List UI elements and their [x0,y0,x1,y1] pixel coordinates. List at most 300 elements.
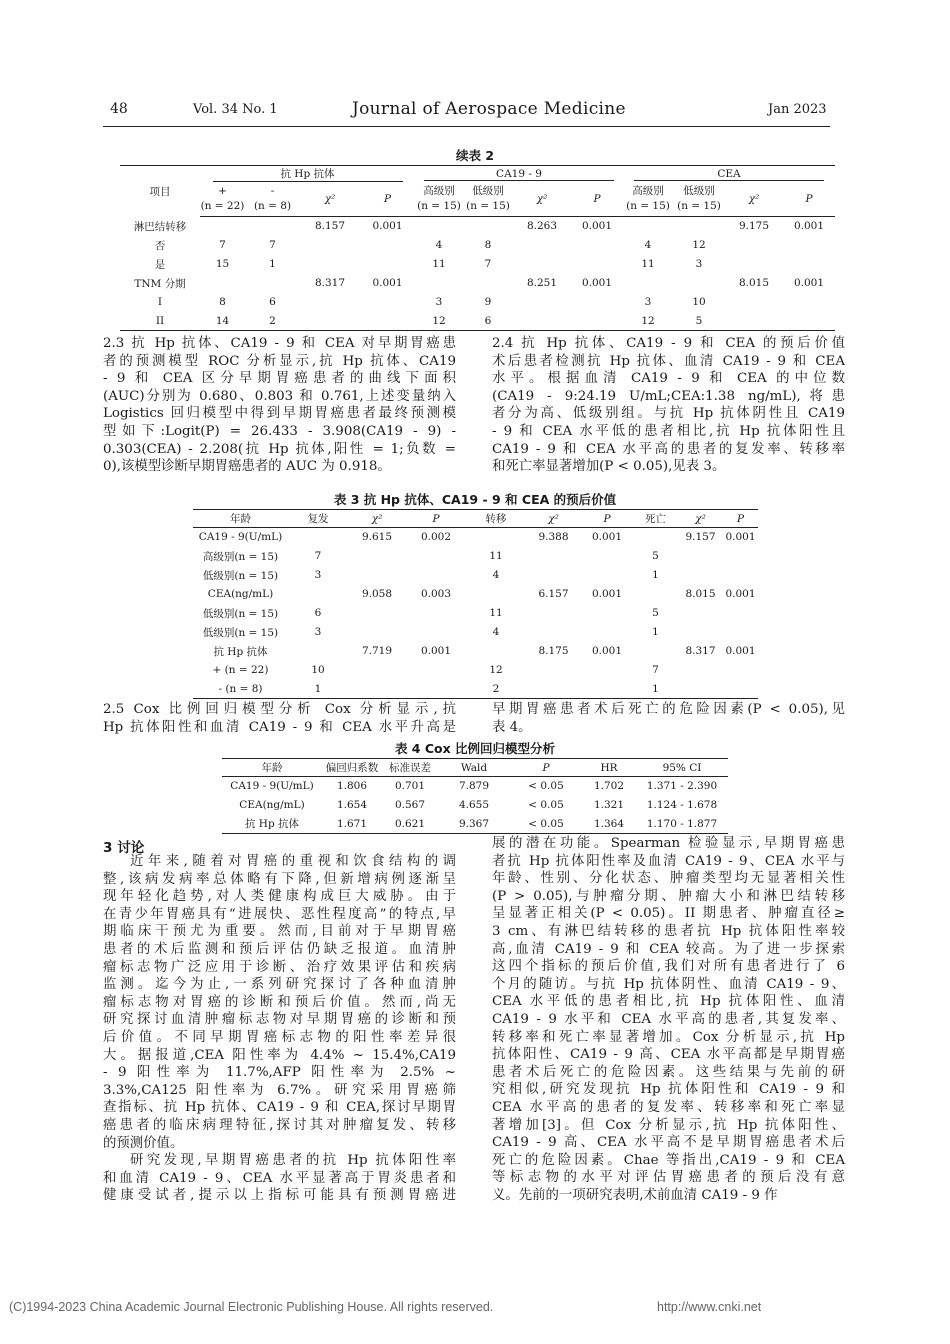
table-cell: 3 [644,296,652,308]
text-line: 在青少年胃癌具有“进展快、恶性程度高”的特点,早 [103,906,456,922]
table-cell [526,547,581,566]
table-cell: 1.321 [593,799,625,811]
row-label: 高级别(n = 15) [202,550,279,563]
table-cell [678,566,723,585]
table-cell: 15 [215,258,230,270]
table2-row [120,217,835,236]
hp-positive-label: + [218,185,227,198]
table-cell [633,585,678,604]
table-cell [348,604,406,623]
table-cell [623,274,673,293]
table-cell: 1 [633,680,678,699]
journal-title: Journal of Aerospace Medicine [352,99,626,119]
table-cell [300,312,360,331]
table-cell: 4 [644,239,652,251]
text-line: 高,血清 CA19 - 9 和 CEA 较高。为了进一步探索 [492,941,845,957]
table-cell: 11 [432,258,446,270]
column-header: χ² [526,510,581,528]
row-label: CEA(ng/mL) [207,588,274,600]
ca-low-label: 低级别 [472,185,504,198]
table-cell: 0.001 [793,277,825,289]
cea-low-label: 低级别 [683,185,715,198]
table2-item-header: 项目 [120,166,200,217]
table-cell [415,274,463,293]
table-cell: 0.001 [793,220,825,233]
row-label: II [120,312,200,331]
ca-high-n: (n = 15) [417,200,461,213]
table-cell [348,623,406,642]
table-cell: 8.157 [314,220,346,233]
text-line: 展的潜在功能。Spearman 检验显示,早期胃癌患 [492,836,845,851]
table-cell: 4.655 [458,799,490,811]
text-line: 年龄、性别、分化状态、肿瘤类型均无显著相关性 [492,871,845,887]
table-cell: 1 [269,258,276,270]
table3-row [193,623,758,642]
table-cell: 8.317 [314,277,346,289]
table-cell [406,680,466,699]
copyright-footer: (C)1994-2023 China Academic Journal Electronic Publishing House. All rights reserved. [9,1300,494,1314]
table3-row [193,680,758,699]
text-line: CA19 - 9 水平和 CEA 水平高的患者,其复发率、 [492,1011,845,1027]
table-cell: 2 [466,680,526,699]
table-cell [723,604,758,623]
table-cell: 1 [652,626,659,638]
table-cell: 9.058 [361,588,393,600]
column-header: 标准误差 [382,759,438,777]
discussion-heading: 3 讨论 [103,840,145,856]
text-line: 整,该病发病率总体略有下降,但新增病例逐渐呈 [103,871,456,887]
page-number: 48 [110,101,128,117]
table-cell: 11 [489,550,503,562]
table-cell [526,604,581,623]
text-line: 和死亡率显著增加(P < 0.05),见表 3。 [492,459,726,475]
table-cell: 0.001 [581,277,613,289]
table2-group-row [120,166,835,183]
table-cell [571,293,623,312]
text-line: 究相似,研究发现抗 Hp 抗体阳性和 CA19 - 9 和 [492,1082,845,1098]
text-line: (CA19 - 9:24.19 U/mL;CEA:1.38 ng/mL),将患 [492,388,845,404]
table-cell: 0.001 [372,220,403,233]
row-label: CA19 - 9(U/mL) [198,531,283,544]
table-cell [783,236,835,255]
table-cell [360,236,415,255]
table-cell: 8.251 [526,277,558,289]
table-cell: 6 [269,296,276,308]
text-line: 查指标、抗 Hp 抗体、CA19 - 9 和 CEA,探讨早期胃 [103,1100,456,1116]
section-2-3 [103,335,456,476]
text-line: 监测。迄今为止,一系列研究探讨了各种血清肿 [103,977,456,993]
table-cell: 5 [652,550,659,562]
table-cell: 4 [492,569,500,581]
footer-url[interactable]: http://www.cnki.net [657,1300,762,1314]
table2-row [120,312,835,331]
column-header: 年龄 [193,510,288,528]
column-header: Wald [438,759,510,777]
chi-header: χ² [300,183,360,217]
table-cell [673,217,725,236]
text-line: 研究发现,早期胃癌患者的抗 Hp 抗体阳性率 [130,1153,456,1169]
table-cell: 1 [288,680,348,699]
column-header: 年龄 [222,759,322,777]
table3-row [193,528,758,547]
table-cell: 2 [245,312,300,331]
chi-header: χ² [513,183,571,217]
table-cell: 0.001 [581,220,613,233]
table-cell [678,604,723,623]
table2-row [120,293,835,312]
header-rule [103,126,830,127]
table-cell [300,236,360,255]
row-label: 低级别(n = 15) [202,569,279,582]
column-header: P [406,510,466,528]
table2-group-hp: 抗 Hp 抗体 [213,166,403,182]
table-cell [581,566,633,585]
table-cell: 0.001 [725,531,756,544]
table-cell [466,585,526,604]
table3-row [193,566,758,585]
table-cell [581,661,633,680]
text-line: CEA 水平低的患者相比,抗 Hp 抗体阳性、血清 [492,994,845,1010]
text-line: 瘤标志物广泛应用于诊断、治疗效果评估和疾病 [103,959,456,975]
row-label: CA19 - 9(U/mL) [230,780,314,793]
table-cell: 3 [695,258,703,270]
text-line: 3 cm、有淋巴结转移的患者抗 Hp 抗体阳性率较 [492,923,845,939]
text-line: - 9 和 CEA 水平低的患者相比,抗 Hp 抗体阳性且 [492,423,845,439]
cea-high-label: 高级别 [632,185,664,198]
cea-low-n: (n = 15) [677,200,721,213]
table-cell [360,293,415,312]
table-cell: 6.157 [538,588,569,600]
table-cell: 14 [200,312,245,331]
hp-positive-n: (n = 22) [200,200,245,213]
table-cell [581,623,633,642]
table-cell [406,566,466,585]
text-line: (P > 0.05),与肿瘤分期、肿瘤大小和淋巴结转移 [492,888,845,904]
table-cell: 8.263 [526,220,558,233]
table-cell [581,604,633,623]
text-line: 大。据报道,CEA 阳性率为 4.4% ~ 15.4%,CA19 [103,1047,456,1063]
column-header: χ² [678,510,723,528]
table-cell: 1.371 - 2.390 [646,780,718,793]
text-line: Logistics 回归模型中得到早期胃癌患者最终预测模 [103,406,456,422]
table2-row [120,236,835,255]
text-line: 术后患者检测抗 Hp 抗体、血清 CA19 - 9 和 CEA [492,353,845,369]
table2-caption: 续表 2 [455,148,495,163]
table-cell: 6 [314,607,322,619]
row-label: 否 [154,239,166,252]
row-label: - (n = 8) [193,680,288,699]
row-label: 是 [154,258,166,271]
row-label: TNM 分期 [134,277,186,290]
text-line: 死亡的危险因素。Chae 等指出,CA19 - 9 和 CEA [492,1152,845,1168]
table-cell: 8.317 [685,645,716,657]
table-cell: 4 [435,239,443,251]
table-cell [526,661,581,680]
table-cell [581,547,633,566]
table-cell: 1.654 [336,799,368,811]
table-cell [678,547,723,566]
header-row [193,510,758,528]
table-cell [678,623,723,642]
table-cell [633,528,678,547]
table-cell [673,274,725,293]
volume-issue: Vol. 34 No. 1 [193,102,278,117]
table-cell: 8.175 [538,645,569,657]
table-cell [581,680,633,699]
text-line: 癌患者的临床病理特征,探讨其对肿瘤复发、转移 [103,1117,456,1133]
text-line: 的预测价值。 [103,1135,184,1151]
text-line: 早期胃癌患者术后死亡的危险因素(P < 0.05),见 [492,702,845,717]
column-header: P [510,759,582,777]
table-cell: < 0.05 [510,815,582,834]
text-line: 义。先前的一项研究表明,术前血清 CA19 - 9 作 [492,1187,778,1203]
table-cell [463,274,513,293]
table-cell: 0.621 [382,815,438,834]
text-line: 近年来,随着对胃癌的重视和饮食结构的调 [130,854,456,869]
table4-row [222,796,728,815]
table-cell: 0.001 [591,645,623,657]
table-cell: 9.615 [361,531,393,544]
table3-row [193,585,758,604]
table3-row [193,661,758,680]
table-cell: 9.367 [438,815,510,834]
table-cell: 1 [652,569,659,581]
column-header: P [581,510,633,528]
column-header: 偏回归系数 [322,759,382,777]
table-cell: 3 [314,569,322,581]
table-cell: 1.170 - 1.877 [636,815,728,834]
table-cell: 3 [435,296,443,308]
table-cell: 1.124 - 1.678 [646,799,718,811]
column-header: χ² [348,510,406,528]
table4-caption: 表 4 Cox 比例回归模型分析 [394,741,556,756]
table-cell: 0.567 [394,799,426,811]
table2-group-cea: CEA [634,168,824,181]
text-line: 转移率和死亡率显著增加。Cox 分析显示,抗 Hp [492,1029,845,1045]
table-cell [200,217,245,236]
text-line: 呈显著正相关(P < 0.05)。II 期患者、肿瘤直径≥ [492,906,845,922]
table-cell: 7.879 [458,780,490,793]
text-line: 现年轻化趋势,对人类健康构成巨大威胁。由于 [103,889,456,905]
table-cell [723,566,758,585]
table-cell: 12 [415,312,463,331]
text-line: 著增加[3]。但 Cox 分析显示,抗 Hp 抗体阳性、 [492,1117,845,1133]
table-cell [245,217,300,236]
table-cell [725,312,783,331]
issue-date: Jan 2023 [768,102,827,117]
table-cell [513,236,571,255]
table-cell [513,293,571,312]
table-cell [406,623,466,642]
table4-row [222,815,728,834]
table-cell [513,255,571,274]
table-cell: 0.001 [725,645,756,657]
text-line: 患者的术后监测和预后评估仍缺乏报道。血清肿 [103,941,456,957]
table-cell [623,217,673,236]
table-cell [571,255,623,274]
table3 [193,509,758,699]
column-header: HR [582,759,636,777]
text-line: 型如下:Logit(P) = 26.433 - 3.908(CA19 - 9) - [103,423,456,439]
text-line: CA19 - 9 高、CEA 水平高不是早期胃癌患者术后 [492,1135,845,1151]
table-cell [300,255,360,274]
text-line: (AUC)分别为 0.680、0.803 和 0.761,上述变量纳入 [103,388,456,404]
text-line: 抗体阳性、CA19 - 9 高、CEA 水平高都是早期胃癌 [492,1047,845,1063]
text-line: 期临床干预尤为重要。然而,目前对于早期胃癌 [103,924,456,940]
row-label: 抗 Hp 抗体 [222,815,322,834]
table-cell [678,680,723,699]
p-header: P [571,183,623,217]
text-line: Hp 抗体阳性和血清 CA19 - 9 和 CEA 水平升高是 [103,719,456,735]
table2-row [120,274,835,293]
row-label: I [157,296,163,308]
text-line: 者的预测模型 ROC 分析显示,抗 Hp 抗体、CA19 [103,353,456,369]
table-cell: 7 [652,664,659,676]
table-cell: 9.388 [538,531,569,544]
header-row [222,759,728,777]
column-header: 复发 [288,510,348,528]
table-cell [463,217,513,236]
table-cell: 7.719 [361,645,393,657]
text-line: 研究探讨血清肿瘤标志物对早期胃癌的诊断和预 [103,1012,456,1028]
table-cell: 5 [673,312,725,331]
table-cell [571,312,623,331]
table-cell: 1.671 [322,815,382,834]
p-header: P [360,183,415,217]
ca-low-n: (n = 15) [466,200,510,213]
table-cell [360,255,415,274]
column-header: 95% CI [636,759,728,777]
table-cell: 7 [269,239,276,251]
table-cell [678,661,723,680]
table-cell: 10 [311,664,325,676]
chi-header: χ² [725,183,783,217]
section-2-5-right [492,701,845,736]
table-cell [526,566,581,585]
table-cell [360,312,415,331]
table-cell [466,528,526,547]
table-cell [466,642,526,661]
table-cell: 5 [652,607,659,619]
table-cell: 0.001 [420,645,452,657]
text-line: 这四个指标的预后价值,我们对所有患者进行了 6 [492,959,845,975]
p-header: P [783,183,835,217]
table-cell: 7 [484,258,492,270]
text-line: 后价值。不同早期胃癌标志物的阳性率差异很 [103,1029,456,1045]
row-label: 低级别(n = 15) [202,607,279,620]
text-line: 2.3 抗 Hp 抗体、CA19 - 9 和 CEA 对早期胃癌患 [103,336,456,351]
table-cell [348,547,406,566]
table-cell [723,623,758,642]
table-cell: 9.175 [738,220,770,233]
table-cell [783,312,835,331]
section-2-4 [492,335,845,476]
table-cell: < 0.05 [528,799,564,811]
table-cell: 9 [484,296,492,308]
text-line: 表 4。 [492,719,532,735]
text-line: CA19 - 9 和 CEA 水平高的患者的复发率、转移率 [492,441,845,457]
table3-row [193,642,758,661]
table-cell [633,642,678,661]
table-cell [723,661,758,680]
text-line: 瘤标志物对胃癌的诊断和预后价值。然而,尚无 [103,994,456,1010]
table-cell: 8 [219,296,226,308]
table-cell: 11 [489,607,503,619]
table-cell [526,680,581,699]
table-cell [783,255,835,274]
table3-row [193,547,758,566]
text-line: 2.4 抗 Hp 抗体、CA19 - 9 和 CEA 的预后价值 [492,336,845,351]
table3-row [193,604,758,623]
table-cell [783,293,835,312]
row-label: 抗 Hp 抗体 [213,645,268,658]
table-cell: 0.003 [420,588,452,600]
table-cell [571,236,623,255]
table-cell [415,217,463,236]
table-cell: 1.806 [336,780,368,793]
text-line: 2.5 Cox 比例回归模型分析 Cox 分析显示,抗 [103,702,456,717]
row-label: + (n = 22) [212,664,269,676]
table2-row [120,255,835,274]
table-cell [348,680,406,699]
row-label: 低级别(n = 15) [202,626,279,639]
text-line: 和血清 CA19 - 9、CEA 水平显著高于胃炎患者和 [103,1170,456,1186]
text-line: 0.303(CEA) - 2.208(抗 Hp 抗体,阳性 = 1;负数 = [103,441,456,457]
cea-high-n: (n = 15) [626,200,670,213]
text-line: 者抗 Hp 抗体阳性率及血清 CA19 - 9、CEA 水平与 [492,853,845,869]
table-cell [200,274,245,293]
table-cell: 9.157 [685,531,716,544]
text-line: 者分为高、低级别组。与抗 Hp 抗体阴性且 CA19 [492,406,845,422]
text-line: - 9 阳性率为 11.7%,AFP 阳性率为 2.5% ~ [103,1065,456,1081]
row-label: 淋巴结转移 [133,220,187,233]
discussion-right [492,835,845,1204]
table-cell: 1.702 [593,780,625,793]
text-line: - 9 和 CEA 区分早期胃癌患者的曲线下面积 [103,371,456,387]
table-cell: 10 [692,296,706,308]
hp-negative-label: - [270,185,275,198]
table-cell [406,604,466,623]
hp-negative-n: (n = 8) [253,200,292,213]
text-line: CEA 水平高的患者的复发率、转移率和死亡率显 [492,1099,845,1115]
table-cell [725,293,783,312]
table-cell: 12 [489,664,503,676]
text-line: 3.3%,CA125 阳性率为 6.7%。研究采用胃癌筛 [103,1082,456,1098]
table-cell: 0.001 [372,277,403,289]
table-cell: 0.001 [591,588,623,600]
table-cell: 1.364 [582,815,636,834]
row-label: CEA(ng/mL) [239,799,305,811]
table-cell [723,547,758,566]
table-cell [245,274,300,293]
table-cell [513,312,571,331]
table4 [222,758,728,834]
table-cell [723,680,758,699]
text-line: 0),该模型诊断早期胃癌患者的 AUC 为 0.918。 [103,459,391,475]
table-cell [288,642,348,661]
table4-row [222,777,728,796]
table-cell: 0.701 [394,780,426,793]
table-cell: 0.001 [591,531,623,544]
discussion-left [103,853,456,1205]
table-cell [288,528,348,547]
text-line: 水平。根据血清 CA19 - 9 和 CEA 的中位数 [492,371,845,387]
text-line: 健康受试者,提示以上指标可能具有预测胃癌进 [103,1188,456,1204]
table-cell: 8 [484,239,492,251]
table-cell [348,661,406,680]
column-header: 转移 [466,510,526,528]
table-cell [406,547,466,566]
